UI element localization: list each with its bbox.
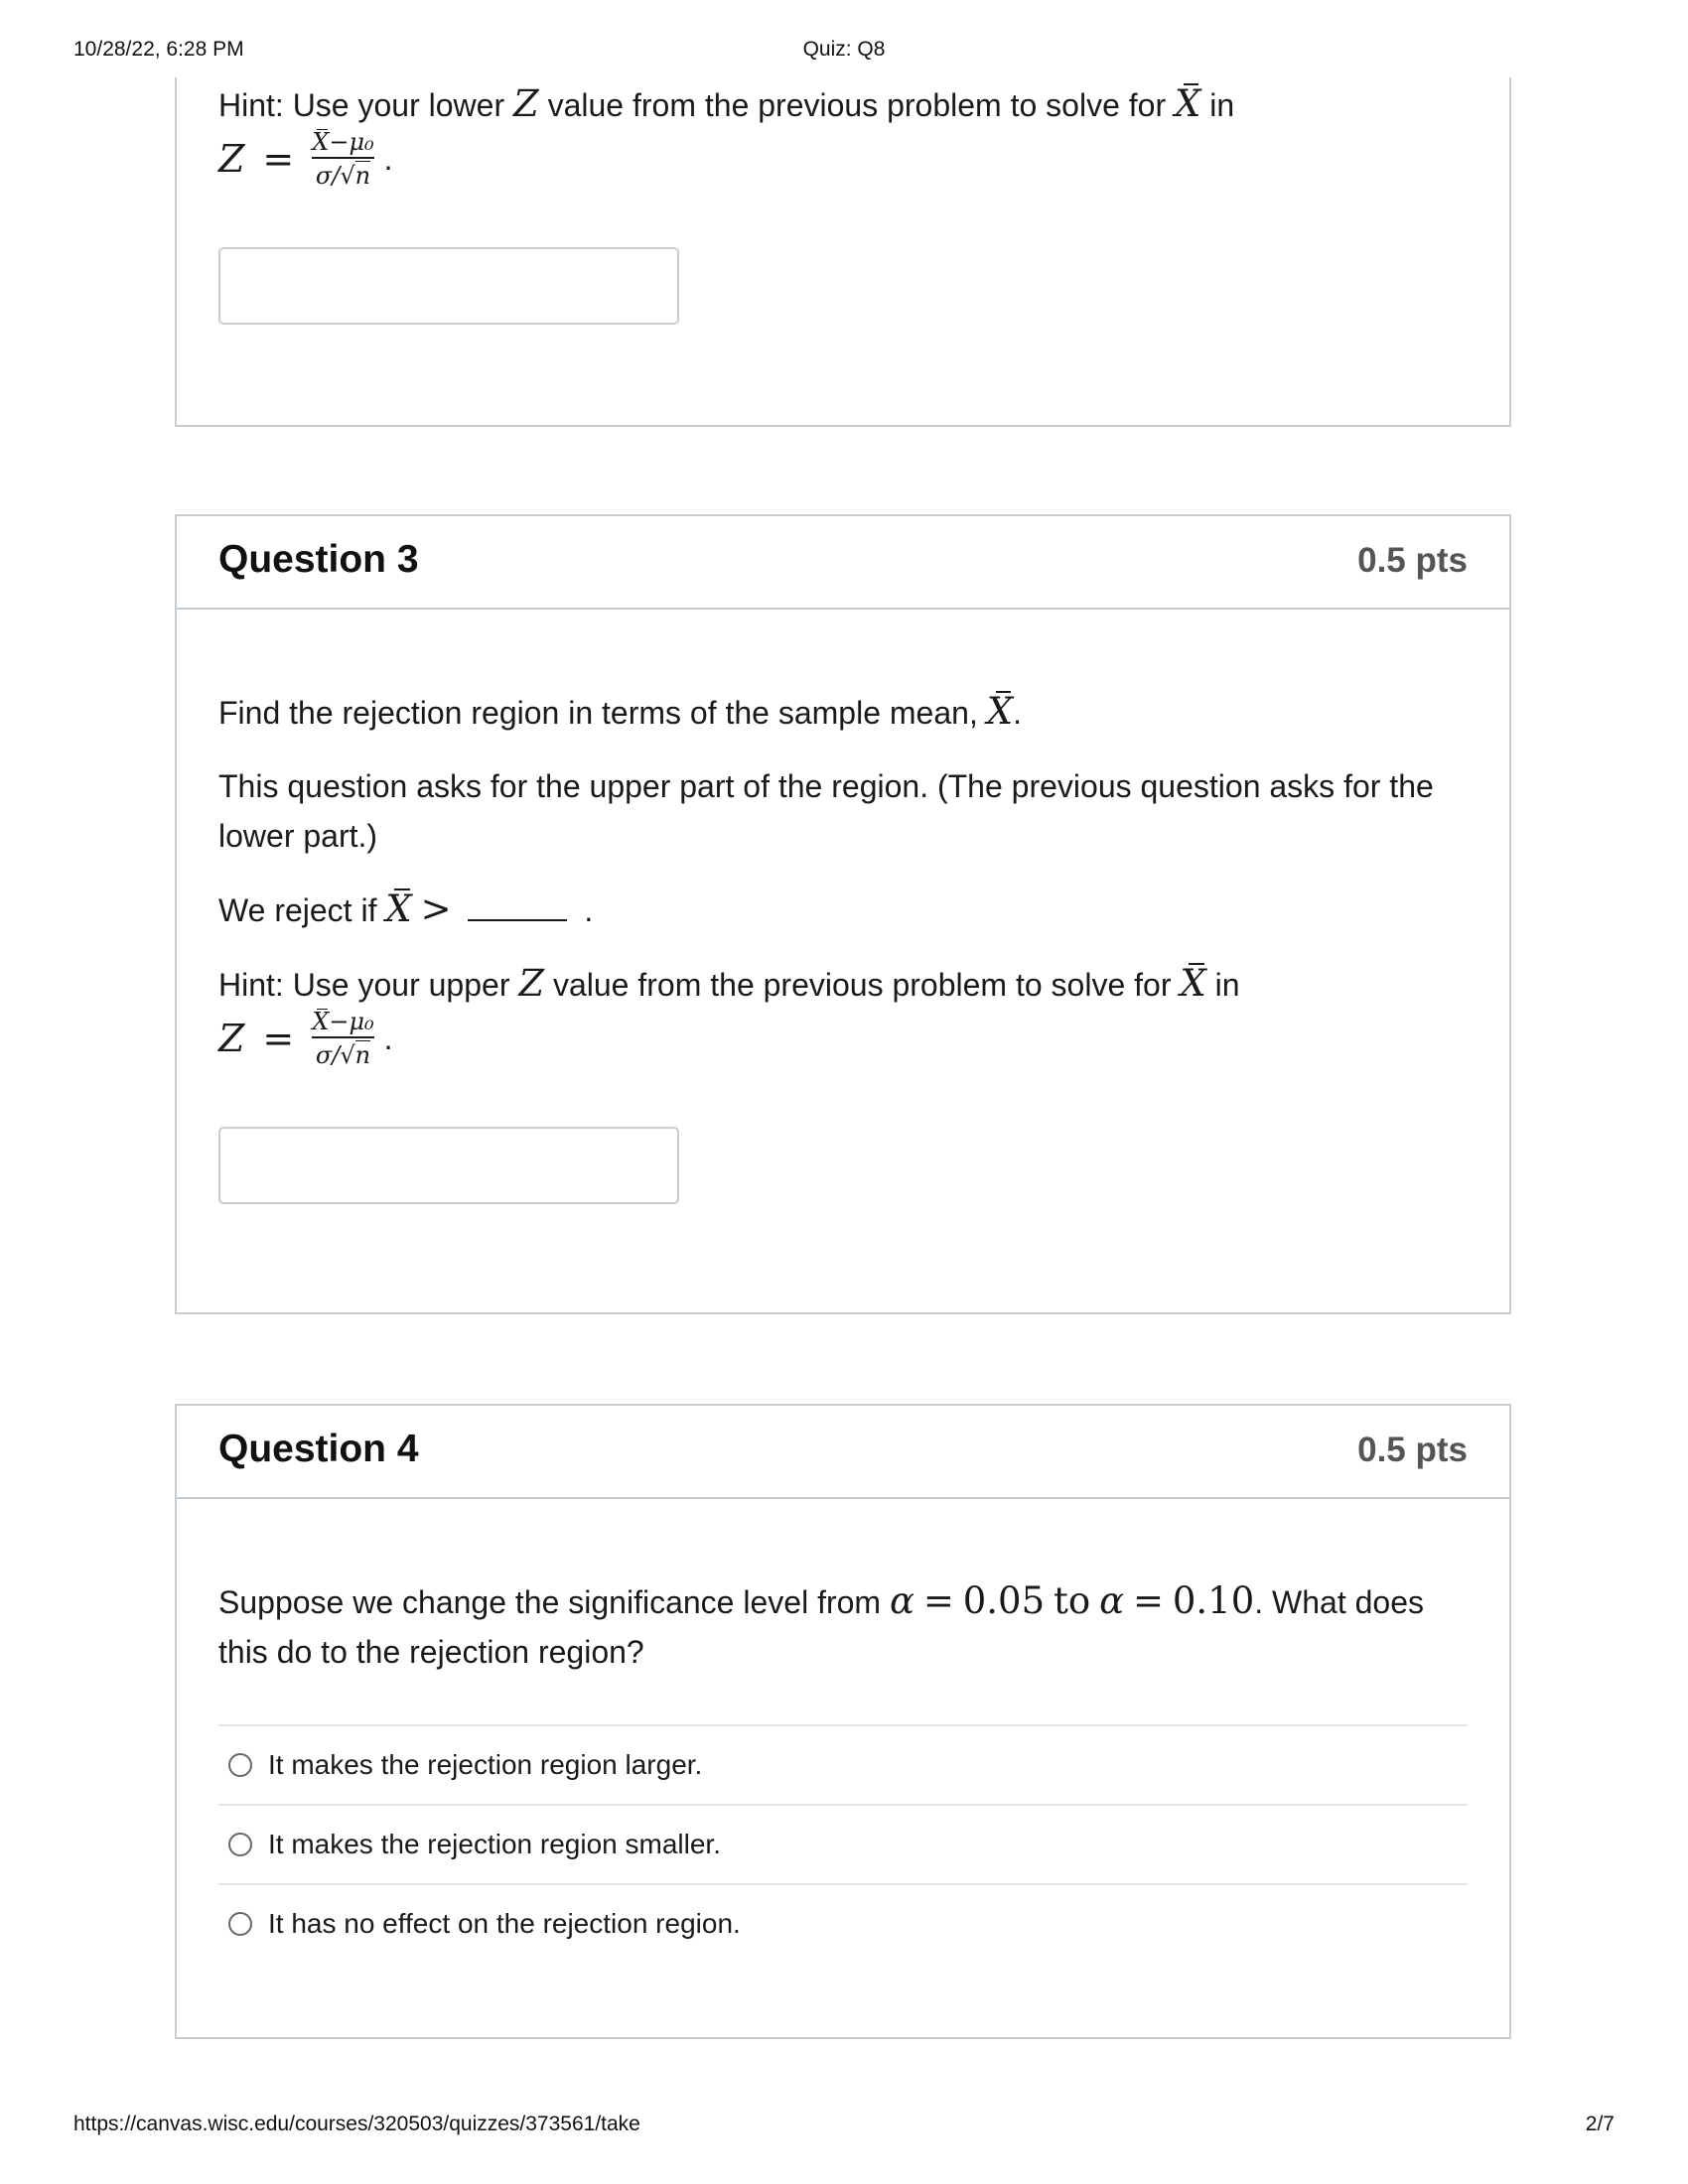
question-2-card [175, 77, 1511, 427]
question-3-note: This question asks for the upper part of the region. (The previous question asks for the lower part.) [218, 768, 1434, 854]
question-3-answer-input[interactable] [218, 1127, 679, 1204]
question-3-title: Question 3 [218, 538, 419, 581]
question-2-answer-input[interactable] [218, 247, 679, 325]
question-2-formula: Z = $\frac{\text{X−μ₀}}{\sigma/√n}$ . [218, 128, 393, 190]
formula-fraction: $\frac{\text{X−μ₀}}{\sigma/√n}$ [312, 1008, 374, 1069]
question-3-formula: Z = $\frac{\text{X−μ₀}}{\sigma/√n}$ . [218, 1008, 393, 1069]
print-header [73, 38, 1615, 68]
radio-button[interactable] [228, 1833, 252, 1856]
question-4-card [175, 1404, 1511, 2039]
question-3-hint: Hint: Use your upper Z value from the previous problem to solve for X in [218, 959, 1468, 1010]
question-3-prompt: Find the rejection region in terms of the sample mean, X. [218, 687, 1468, 738]
answer-option[interactable]: It makes the rejection region smaller. [218, 1806, 1468, 1885]
answer-option[interactable]: It has no effect on the rejection region. [218, 1885, 1468, 1963]
question-4-prompt: Suppose we change the significance level from α = 0.05 to α = 0.10. What does this do to the rejection region? [218, 1579, 1425, 1670]
print-footer [73, 2113, 1615, 2142]
question-4-title: Question 4 [218, 1428, 419, 1470]
question-3-card [175, 514, 1511, 1314]
question-4-body [177, 1499, 1509, 1963]
question-3-points: 0.5 pts [1357, 541, 1468, 580]
question-2-hint: Hint: Use your lower Z value from the previous problem to solve for X in [218, 79, 1468, 130]
print-page-title: Quiz: Q8 [802, 38, 886, 61]
question-3-body [177, 610, 1509, 1204]
answer-option[interactable]: It makes the rejection region larger. [218, 1726, 1468, 1806]
print-url: https://canvas.wisc.edu/courses/320503/quizzes/373561/take [73, 2113, 640, 2135]
answer-blank [468, 889, 567, 921]
print-datetime: 10/28/22, 6:28 PM [73, 38, 244, 61]
question-4-answer-list [218, 1724, 1468, 1963]
formula-fraction: $\frac{\text{X−μ₀}}{\sigma/√n}$ [312, 128, 374, 190]
question-4-header [177, 1406, 1509, 1499]
question-4-points: 0.5 pts [1357, 1431, 1468, 1469]
question-2-body [177, 77, 1509, 325]
radio-button[interactable] [228, 1753, 252, 1777]
question-3-reject-statement: We reject if X > . [218, 885, 1468, 935]
question-3-header [177, 516, 1509, 610]
radio-button[interactable] [228, 1912, 252, 1936]
print-page-number: 2/7 [1585, 2113, 1615, 2135]
